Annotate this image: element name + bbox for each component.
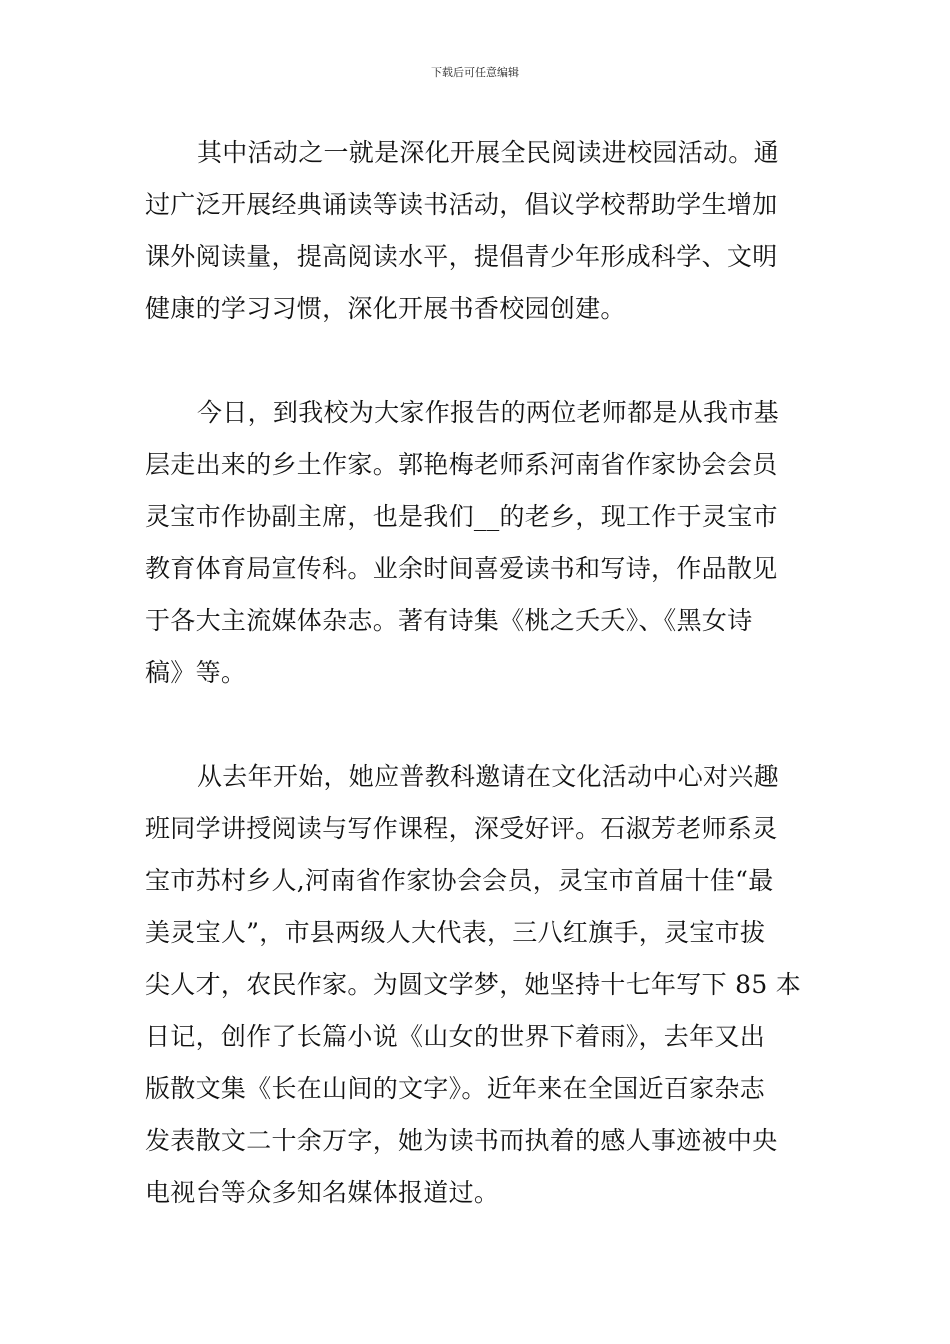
text-line: 过广泛开展经典诵读等读书活动，倡议学校帮助学生增加 <box>145 190 778 219</box>
page-header-note: 下载后可任意编辑 <box>431 66 519 79</box>
text-line: 从去年开始，她应普教科邀请在文化活动中心对兴趣 <box>197 762 779 791</box>
text-line: 教育体育局宣传科。业余时间喜爱读书和写诗，作品散见 <box>145 554 778 583</box>
text-line: 灵宝市作协副主席，也是我们__的老乡，现工作于灵宝市 <box>145 502 778 531</box>
paragraph-spacer <box>145 335 807 387</box>
paragraph-reading-campaign <box>145 127 807 335</box>
text-line: 电视台等众多知名媒体报道过。 <box>145 1178 500 1207</box>
text-line: 课外阅读量，提高阅读水平，提倡青少年形成科学、文明 <box>145 242 778 271</box>
paragraph-spacer <box>145 699 807 751</box>
text-line: 宝市苏村乡人,河南省作家协会会员，灵宝市首届十佳“最 <box>145 866 774 895</box>
text-line: 班同学讲授阅读与写作课程，深受好评。石淑芳老师系灵 <box>145 814 778 843</box>
text-line: 尖人才，农民作家。为圆文学梦，她坚持十七年写下 85 本 <box>145 970 802 999</box>
text-line: 层走出来的乡土作家。郭艳梅老师系河南省作家协会会员 <box>145 450 778 479</box>
text-line: 日记，创作了长篇小说《山女的世界下着雨》，去年又出 <box>145 1022 766 1051</box>
text-line: 今日，到我校为大家作报告的两位老师都是从我市基 <box>197 398 779 427</box>
text-line: 健康的学习习惯，深化开展书香校园创建。 <box>145 294 626 323</box>
text-line: 发表散文二十余万字，她为读书而执着的感人事迹被中央 <box>145 1126 778 1155</box>
text-line: 稿》等。 <box>145 658 247 687</box>
text-line: 于各大主流媒体杂志。著有诗集《桃之夭夭》、《黑女诗 <box>145 606 753 635</box>
paragraph-shi-shufang <box>145 751 807 1219</box>
text-line: 版散文集《长在山间的文字》。近年来在全国近百家杂志 <box>145 1074 766 1103</box>
document-body <box>145 127 807 1219</box>
paragraph-guo-yanmei <box>145 387 807 699</box>
text-line: 其中活动之一就是深化开展全民阅读进校园活动。通 <box>197 138 779 167</box>
text-line: 美灵宝人”，市县两级人大代表，三八红旗手，灵宝市拔 <box>145 918 766 947</box>
